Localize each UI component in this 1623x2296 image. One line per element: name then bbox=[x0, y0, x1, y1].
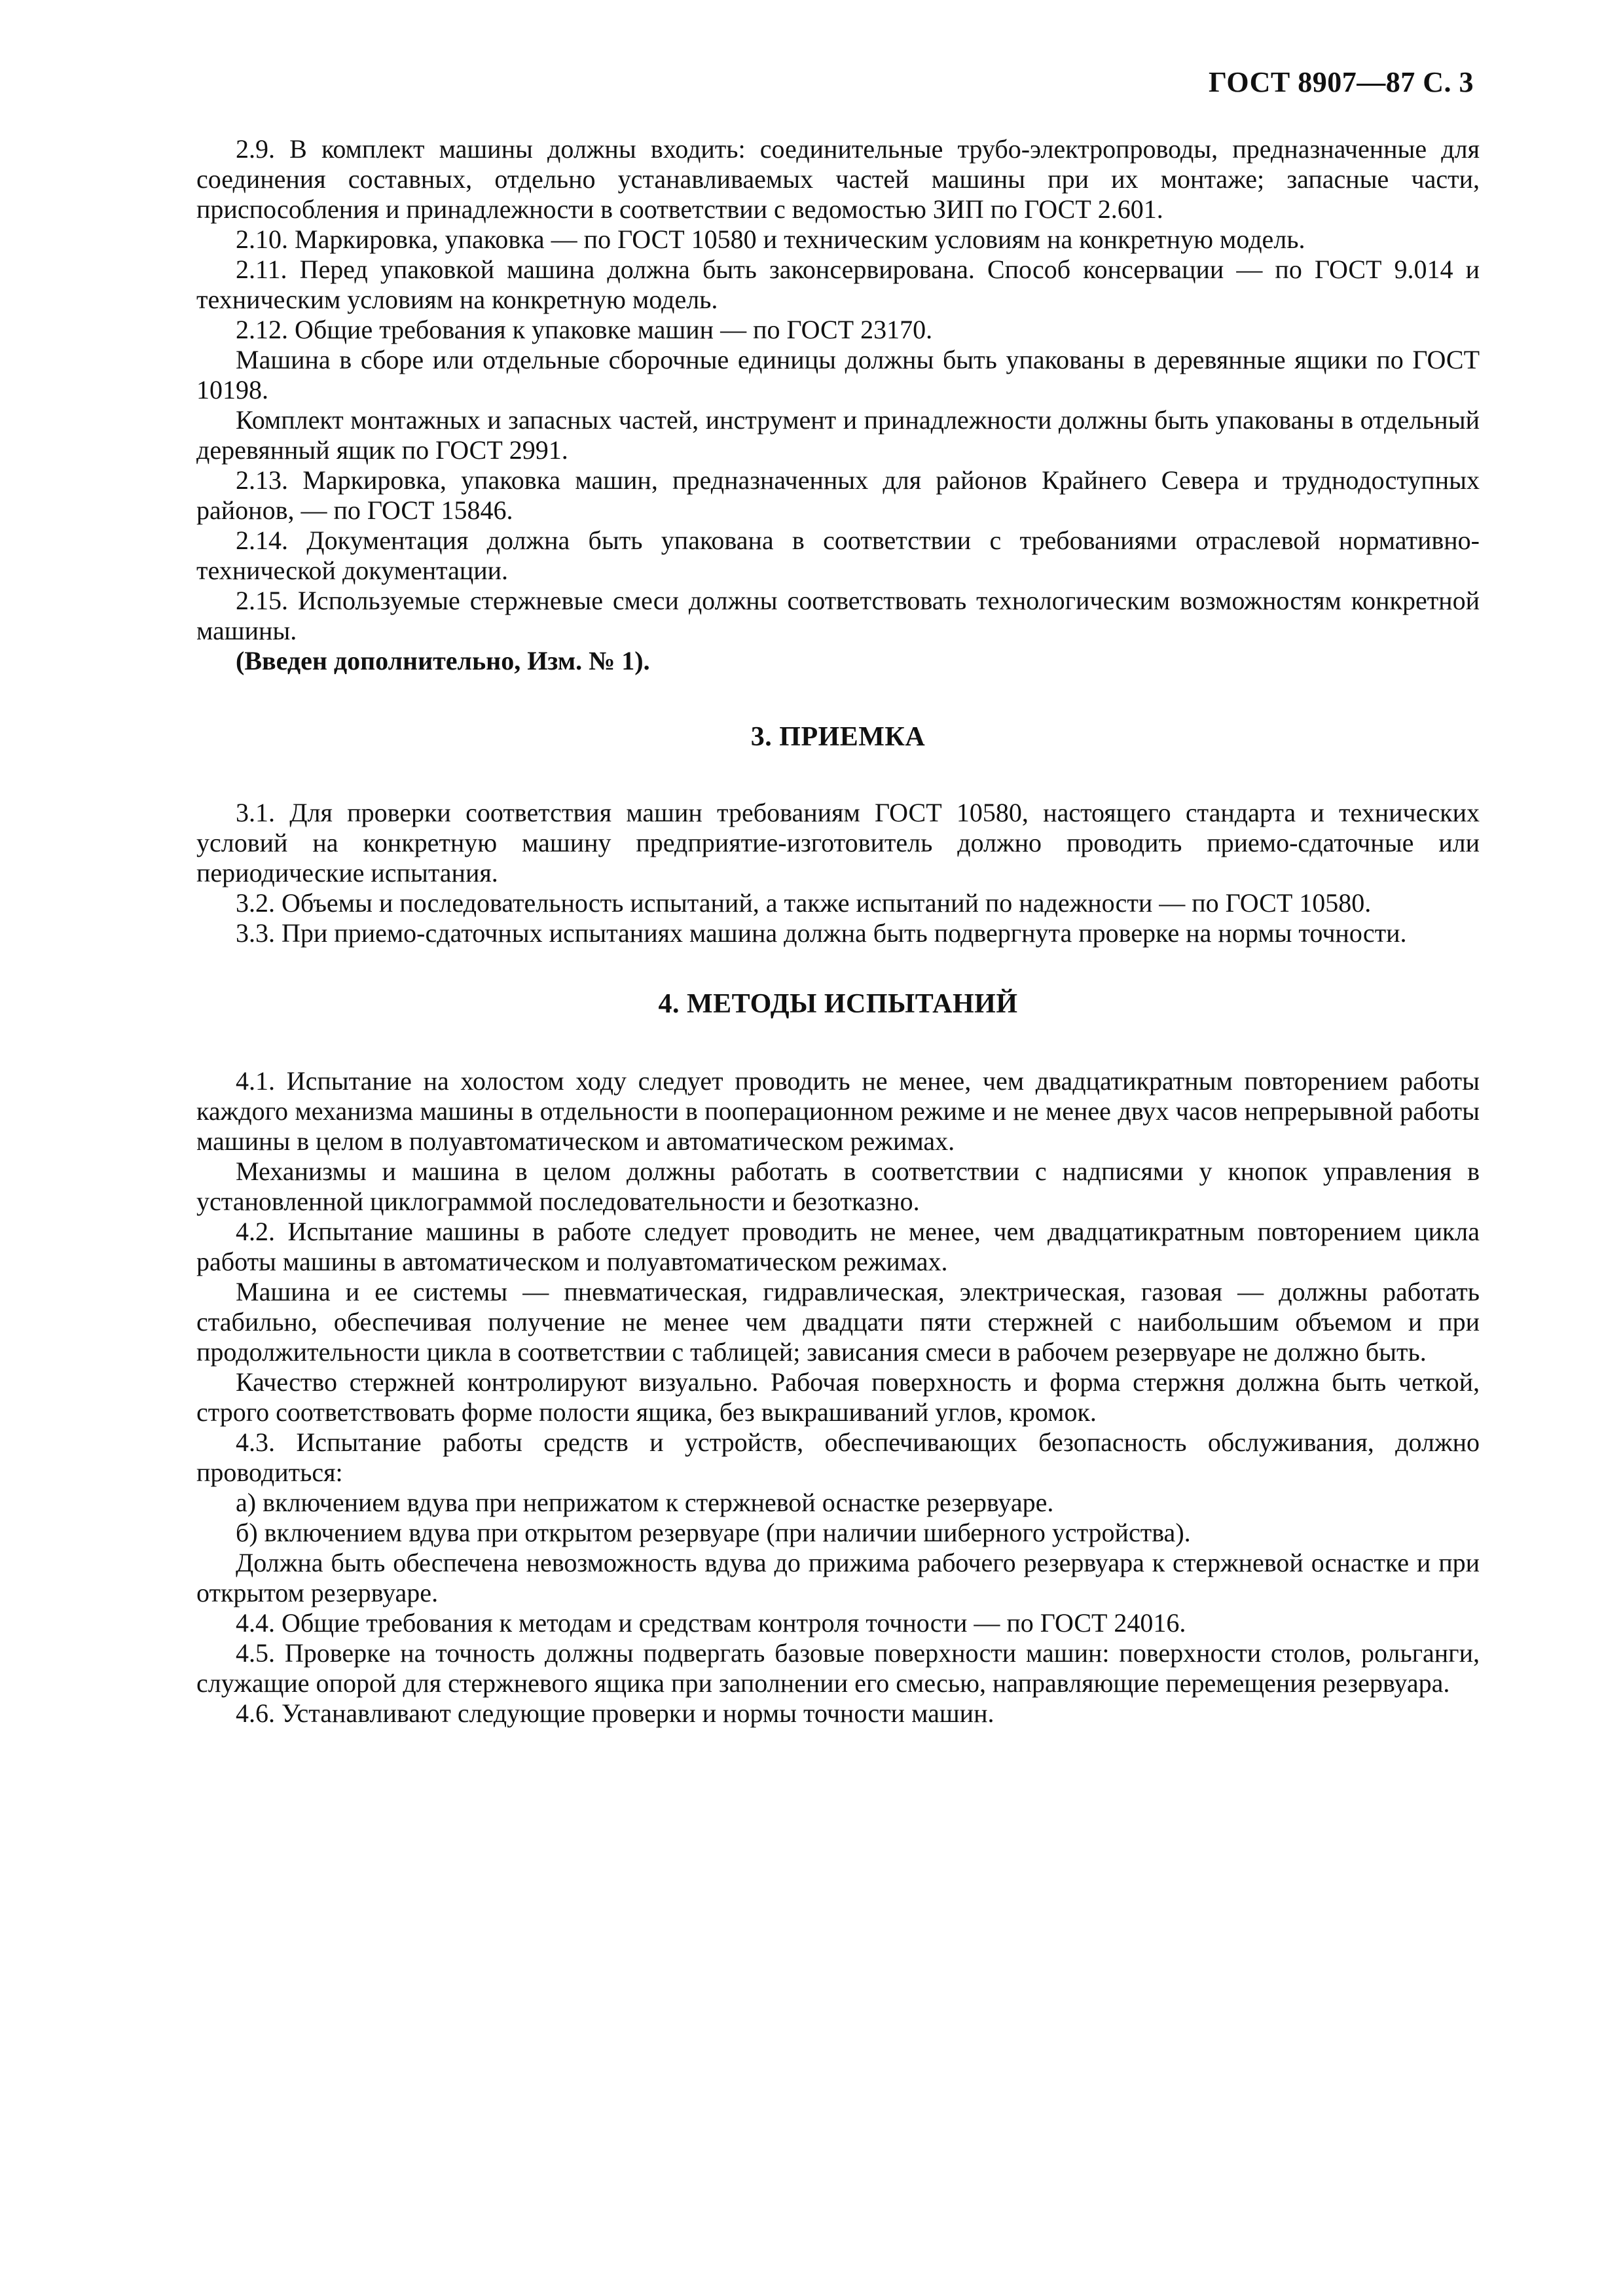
paragraph: 4.6. Устанавливают следующие проверки и нормы точности машин. bbox=[236, 1698, 994, 1728]
paragraph: Механизмы и машина в целом должны работать в соответствии с надписями у кнопок управления в установленной циклограммой последовательности и безотказно. bbox=[196, 1157, 1480, 1216]
paragraph: 4.5. Проверке на точность должны подвергать базовые поверхности машин: поверхности столов, рольганги, служащие опорой для стержневого ящика при заполнении его смесью, направляющие перемещения резервуара. bbox=[196, 1638, 1480, 1698]
paragraph: Машина в сборе или отдельные сборочные единицы должны быть упакованы в деревянные ящики по ГОСТ 10198. bbox=[196, 345, 1480, 404]
document-body bbox=[196, 134, 1480, 1729]
section-heading-test-methods: 4. МЕТОДЫ ИСПЫТАНИЙ bbox=[658, 989, 1018, 1019]
section-2-continuation bbox=[196, 134, 1480, 676]
paragraph: Машина и ее системы — пневматическая, гидравлическая, электрическая, газовая — должны работать стабильно, обеспечивая получение не менее чем двадцати пяти стержней с наибольшим объемом и при продолжительности цикла в соответствии с таблицей; зависания смеси в рабочем резервуаре не должно быть. bbox=[196, 1277, 1480, 1367]
paragraph: Комплект монтажных и запасных частей, инструмент и принадлежности должны быть упакованы в отдельный деревянный ящик по ГОСТ 2991. bbox=[196, 405, 1480, 465]
page-header: ГОСТ 8907—87 С. 3 bbox=[1208, 66, 1474, 98]
paragraph: 2.10. Маркировка, упаковка — по ГОСТ 10580 и техническим условиям на конкретную модель. bbox=[236, 224, 1305, 254]
paragraph: 2.9. В комплект машины должны входить: соединительные трубо-электропроводы, предназначенные для соединения составных, отдельно устанавливаемых частей машины при их монтаже; запасные части, приспособления и принадлежности в соответствии с ведомостью ЗИП по ГОСТ 2.601. bbox=[196, 134, 1480, 224]
paragraph: 3.1. Для проверки соответствия машин требованиям ГОСТ 10580, настоящего стандарта и технических условий на конкретную машину предприятие-изготовитель должно проводить приемо-сдаточные или периодические испытания. bbox=[196, 798, 1480, 888]
paragraph: Должна быть обеспечена невозможность вдува до прижима рабочего резервуара к стержневой оснастке и при открытом резервуаре. bbox=[196, 1548, 1480, 1607]
list-item: а) включением вдува при неприжатом к стержневой оснастке резервуаре. bbox=[236, 1488, 1054, 1517]
paragraph: 2.14. Документация должна быть упакована в соответствии с требованиями отраслевой нормативно-технической документации. bbox=[196, 526, 1480, 585]
paragraph: 4.1. Испытание на холостом ходу следует проводить не менее, чем двадцатикратным повторением работы каждого механизма машины в отдельности в пооперационном режиме и не менее двух часов непрерывной работы машины в целом в полуавтоматическом и автоматическом режимах. bbox=[196, 1066, 1480, 1156]
paragraph: 3.2. Объемы и последовательность испытаний, а также испытаний по надежности — по ГОСТ 10580. bbox=[236, 888, 1372, 918]
paragraph: 2.11. Перед упаковкой машина должна быть законсервирована. Способ консервации — по ГОСТ 9.014 и техническим условиям на конкретную модель. bbox=[196, 255, 1480, 314]
paragraph: 4.4. Общие требования к методам и средствам контроля точности — по ГОСТ 24016. bbox=[236, 1608, 1186, 1638]
list-item: б) включением вдува при открытом резервуаре (при наличии шиберного устройства). bbox=[236, 1518, 1191, 1547]
paragraph: 3.3. При приемо-сдаточных испытаниях машина должна быть подвергнута проверке на нормы точности. bbox=[236, 918, 1407, 948]
paragraph: 2.12. Общие требования к упаковке машин — по ГОСТ 23170. bbox=[236, 315, 933, 344]
paragraph: 2.13. Маркировка, упаковка машин, предназначенных для районов Крайнего Севера и труднодоступных районов, — по ГОСТ 15846. bbox=[196, 465, 1480, 525]
paragraph: Качество стержней контролируют визуально. Рабочая поверхность и форма стержня должна быть четкой, строго соответствовать форме полости ящика, без выкрашиваний углов, кромок. bbox=[196, 1367, 1480, 1427]
paragraph: 4.2. Испытание машины в работе следует проводить не менее, чем двадцатикратным повторением цикла работы машины в автоматическом и полуавтоматическом режимах. bbox=[196, 1217, 1480, 1276]
section-4 bbox=[196, 1066, 1480, 1729]
paragraph: 4.3. Испытание работы средств и устройств, обеспечивающих безопасность обслуживания, должно проводиться: bbox=[196, 1427, 1480, 1487]
paragraph: 2.15. Используемые стержневые смеси должны соответствовать технологическим возможностям конкретной машины. bbox=[196, 586, 1480, 645]
section-3 bbox=[196, 798, 1480, 948]
section-heading-acceptance: 3. ПРИЕМКА bbox=[750, 722, 926, 752]
amendment-note: (Введен дополнительно, Изм. № 1). bbox=[236, 646, 650, 675]
